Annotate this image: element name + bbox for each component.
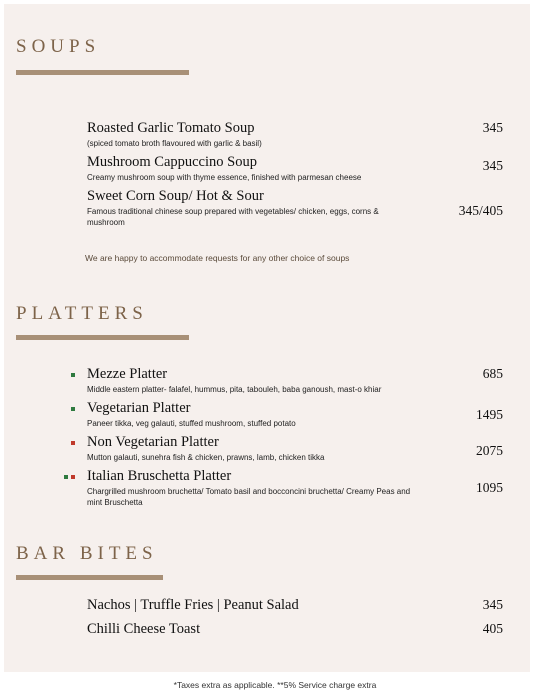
menu-item: [87, 188, 407, 228]
soups-divider: [16, 70, 189, 75]
item-description: Famous traditional chinese soup prepared with vegetables/ chicken, eggs, corns & mushroom: [87, 207, 379, 227]
menu-item: [87, 366, 507, 395]
veg-indicator-icon: [71, 407, 75, 411]
veg-indicator-icon: [71, 373, 75, 377]
bar-bites-item: Nachos | Truffle Fries | Peanut Salad: [87, 597, 299, 613]
item-price: 345: [482, 597, 503, 612]
item-name: Italian Bruschetta Platter: [87, 468, 232, 484]
item-name: Sweet Corn Soup/ Hot & Sour: [87, 188, 264, 204]
menu-item: [87, 400, 507, 429]
item-name: Roasted Garlic Tomato Soup: [87, 120, 255, 136]
nonveg-indicator-icon: [71, 441, 75, 445]
bar-bites-divider: [16, 575, 163, 580]
bar-bites-item: Chilli Cheese Toast: [87, 621, 201, 637]
item-price: 2075: [476, 443, 503, 458]
nonveg-indicator-icon: [71, 475, 75, 479]
item-description: Middle eastern platter- falafel, hummus, pita, tabouleh, baba ganoush, mast-o khiar: [87, 385, 382, 394]
item-name: Vegetarian Platter: [87, 400, 191, 416]
veg-indicator-icon: [64, 475, 68, 479]
menu-item: [87, 154, 507, 183]
menu-item: [87, 120, 507, 149]
tax-footnote: *Taxes extra as applicable. **5% Service charge extra: [173, 680, 377, 690]
item-price: 345: [482, 158, 503, 173]
item-price: 685: [482, 366, 503, 381]
item-name: Mushroom Cappuccino Soup: [87, 154, 257, 170]
item-price: 345/405: [458, 203, 503, 218]
item-price: 1495: [476, 407, 503, 422]
soups-note: We are happy to accommodate requests for any other choice of soups: [85, 253, 350, 263]
item-price: 345: [482, 120, 503, 135]
item-description: (spiced tomato broth flavoured with garlic & basil): [87, 139, 262, 148]
menu-item: [87, 434, 507, 463]
platters-divider: [16, 335, 189, 340]
soups-heading: SOUPS: [16, 36, 101, 57]
item-description: Creamy mushroom soup with thyme essence, finished with parmesan cheese: [87, 173, 362, 182]
item-name: Mezze Platter: [87, 366, 168, 382]
item-price: 1095: [476, 480, 503, 495]
platters-heading: PLATTERS: [16, 303, 148, 324]
item-price: 405: [482, 621, 503, 636]
item-description: Mutton galauti, sunehra fish & chicken, prawns, lamb, chicken tikka: [87, 453, 325, 462]
item-name: Non Vegetarian Platter: [87, 434, 219, 450]
menu-item: [87, 468, 427, 508]
bar-bites-heading: BAR BITES: [16, 543, 158, 564]
item-description: Chargrilled mushroom bruchetta/ Tomato basil and bocconcini bruchetta/ Creamy Peas and mint Bruschetta: [87, 487, 411, 507]
item-description: Paneer tikka, veg galauti, stuffed mushroom, stuffed potato: [87, 419, 296, 428]
